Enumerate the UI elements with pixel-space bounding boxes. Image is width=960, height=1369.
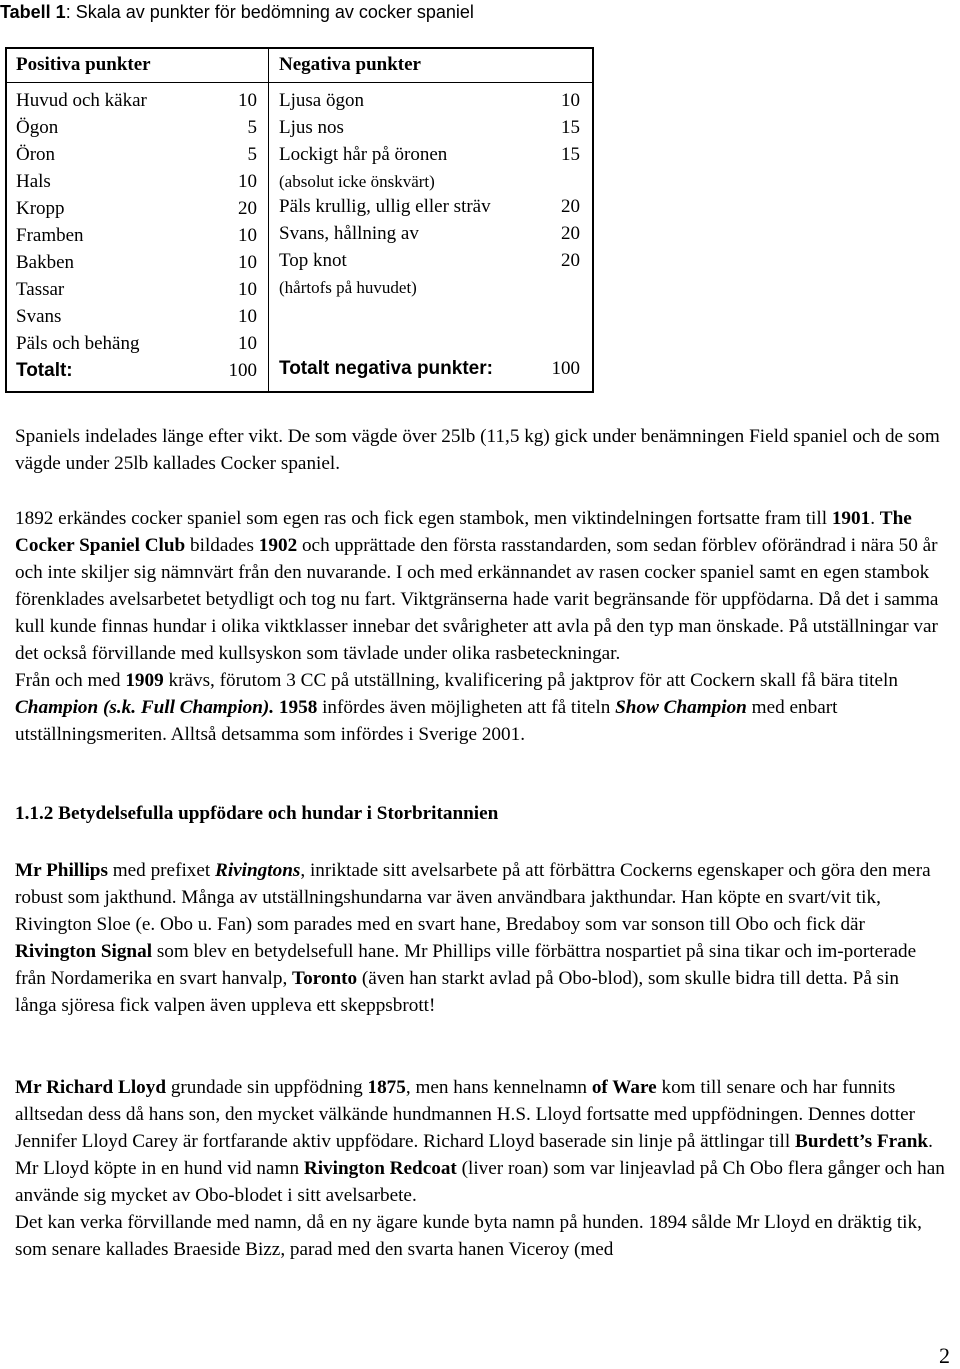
positive-name: Hals (16, 171, 51, 192)
positive-name: Päls och behäng (16, 333, 140, 354)
text-span: med enbart utställningsmeriten. Alltså detsamma som infördes i Sverige 2001. (15, 697, 838, 745)
text-span: 1892 erkändes cocker spaniel som egen ras och fick egen stambok, men viktindelningen fortsatte fram till (15, 508, 832, 529)
year-1875: 1875 (367, 1077, 406, 1098)
table-border-right (592, 47, 594, 393)
text-span: med prefixet (107, 860, 216, 881)
dog-rivington-redcoat: Rivington Redcoat (303, 1158, 457, 1179)
text-span: bildades (185, 535, 259, 556)
paragraph-weight-classes: Spaniels indelades länge efter vikt. De som vägde över 25lb (11,5 kg) gick under benämningen Field spaniel och de som vägde under 25lb kallades Cocker spaniel. (15, 426, 940, 474)
year-1958: 1958 (278, 697, 318, 718)
dog-burdetts-frank: Burdett’s Frank (795, 1131, 929, 1152)
text-span: , men hans kennelnamn (405, 1077, 592, 1098)
dog-toronto: Toronto (292, 968, 358, 989)
text-span: (liver roan) som var linjeavlad på Ch Obo flera gånger och han använde sig mycket av Obo-blodet i sitt avelsarbete. (15, 1158, 945, 1206)
negative-name: Ljus nos (279, 117, 344, 138)
positive-value: 10 (238, 90, 257, 111)
paragraph-history (15, 505, 945, 748)
table-border-top (5, 47, 594, 49)
text-span: , inriktade sitt avelsarbete på att förbättra Cockerns egenskaper och göra den mera robust som jakthund. Många av utställningshundarna var även användbara jakthundar. Han köpte en svart/vit tik, Rivington Sloe (e. Obo u. Fan) som parades med en svart hane, Bredaboy som var sonson till Obo och fick där (15, 860, 931, 935)
text-span: infördes även möjligheten att få titeln (317, 697, 616, 718)
page-number: 2 (939, 1343, 950, 1368)
positive-value: 10 (238, 306, 257, 327)
prefix-rivingtons: Rivingtons (215, 860, 301, 881)
title-show-champion: Show Champion (615, 697, 747, 718)
negative-total-label: Totalt negativa punkter: (279, 358, 493, 379)
negative-value: 15 (561, 117, 580, 138)
kennel-of-ware: of Ware (591, 1077, 657, 1098)
positive-value: 10 (238, 333, 257, 354)
person-lloyd: Mr Richard Lloyd (15, 1077, 167, 1098)
year-1902: 1902 (258, 535, 298, 556)
positive-total-label: Totalt: (16, 360, 73, 381)
positive-value: 10 (238, 279, 257, 300)
negative-value: 15 (561, 144, 580, 165)
table-header-divider (5, 82, 594, 83)
positive-name: Bakben (16, 252, 75, 273)
caption-label: Tabell 1 (0, 2, 66, 22)
text-span: krävs, förutom 3 CC på utställning, kvalificering på jaktprov för att Cockern skall få bära titeln (163, 670, 898, 691)
positive-value: 10 (238, 225, 257, 246)
negative-value: 10 (561, 90, 580, 111)
positive-value: 10 (238, 171, 257, 192)
text-span: kom till senare och har funnits alltsedan dess då hans son, den mycket välkände hundmannen H.S. Lloyd fortsatte med uppfödningen. Dennes dotter Jennifer Lloyd Carey är fortfarande aktiv uppfödare. Richard Lloyd baserade sin linje på ättlingar till (15, 1077, 916, 1152)
positive-value: 20 (238, 198, 257, 219)
negative-value: 20 (561, 223, 580, 244)
person-phillips: Mr Phillips (15, 860, 108, 881)
negative-value: 20 (561, 250, 580, 271)
negative-header: Negativa punkter (279, 54, 421, 75)
text-span: . Mr Lloyd köpte in en hund vid namn (15, 1131, 933, 1179)
text-span: och upprättade den första rasstandarden, som sedan förblev oförändrad i nära 50 år och inte skiljer sig nämnvärt från den nuvarande. I och med erkännandet av rasen cocker spaniel samt en egen stambok förenklades avelsarbetet betydligt och tog nu fart. Viktgränserna hade varit begränsande för uppfödarna. Då det i samma kull kunde finnas hundar i olika viktklasser innebar det svårigheter att avla på den typ man önskade. På utställningar var det också förvillande med kullsyskon som tävlade under olika rasbeteckningar. (15, 535, 939, 664)
text-span: Det kan verka förvillande med namn, då en ny ägare kunde byta namn på hunden. 1894 sålde Mr Lloyd en dräktig tik, som senare kallades Braeside Bizz, parad med den svarta hanen Viceroy (med (15, 1212, 922, 1260)
negative-name: Top knot (279, 250, 347, 271)
title-champion: Champion (s.k. Full Champion). (15, 697, 275, 718)
negative-name: Svans, hållning av (279, 223, 419, 244)
table-caption (0, 2, 474, 23)
club-name: The Cocker Spaniel Club (15, 508, 912, 556)
negative-note: (hårtofs på huvudet) (279, 278, 417, 297)
positive-value: 10 (238, 252, 257, 273)
positive-value: 5 (247, 144, 257, 165)
positive-header: Positiva punkter (16, 54, 151, 75)
text-span: Från och med (15, 670, 126, 691)
year-1901: 1901 (831, 508, 871, 529)
positive-name: Svans (16, 306, 62, 327)
positive-name: Ögon (16, 117, 59, 138)
table-border-left (5, 47, 7, 393)
positive-name: Tassar (16, 279, 65, 300)
section-heading: 1.1.2 Betydelsefulla uppfödare och hundar i Storbritannien (15, 803, 499, 824)
negative-total-value: 100 (551, 358, 580, 379)
negative-value: 20 (561, 196, 580, 217)
table-column-divider (268, 47, 269, 393)
negative-name: Lockigt hår på öronen (279, 144, 448, 165)
table-border-bottom (5, 391, 594, 393)
negative-name: Ljusa ögon (279, 90, 364, 111)
negative-note: (absolut icke önskvärt) (279, 172, 435, 191)
positive-total-value: 100 (228, 360, 257, 381)
paragraph-phillips (15, 857, 945, 1019)
text-span: grundade sin uppfödning (166, 1077, 368, 1098)
negative-name: Päls krullig, ullig eller sträv (279, 196, 491, 217)
paragraph-lloyd (15, 1074, 945, 1263)
dog-rivington-signal: Rivington Signal (15, 941, 153, 962)
text-span: (även han starkt avlad på Obo-blod), som skulle bidra till detta. På sin långa sjöresa fick valpen även uppleva ett skeppsbrott! (15, 968, 900, 1016)
positive-name: Huvud och käkar (16, 90, 147, 111)
positive-name: Framben (16, 225, 84, 246)
year-1909: 1909 (125, 670, 164, 691)
positive-name: Öron (16, 144, 56, 165)
positive-value: 5 (247, 117, 257, 138)
text-span: som blev en betydelsefull hane. Mr Phillips ville förbättra nospartiet på sina tikar och im-porterade från Nordamerika en svart hanvalp, (15, 941, 917, 989)
text-span: . (870, 508, 880, 529)
positive-name: Kropp (16, 198, 65, 219)
caption-text: : Skala av punkter för bedömning av cocker spaniel (65, 2, 474, 22)
